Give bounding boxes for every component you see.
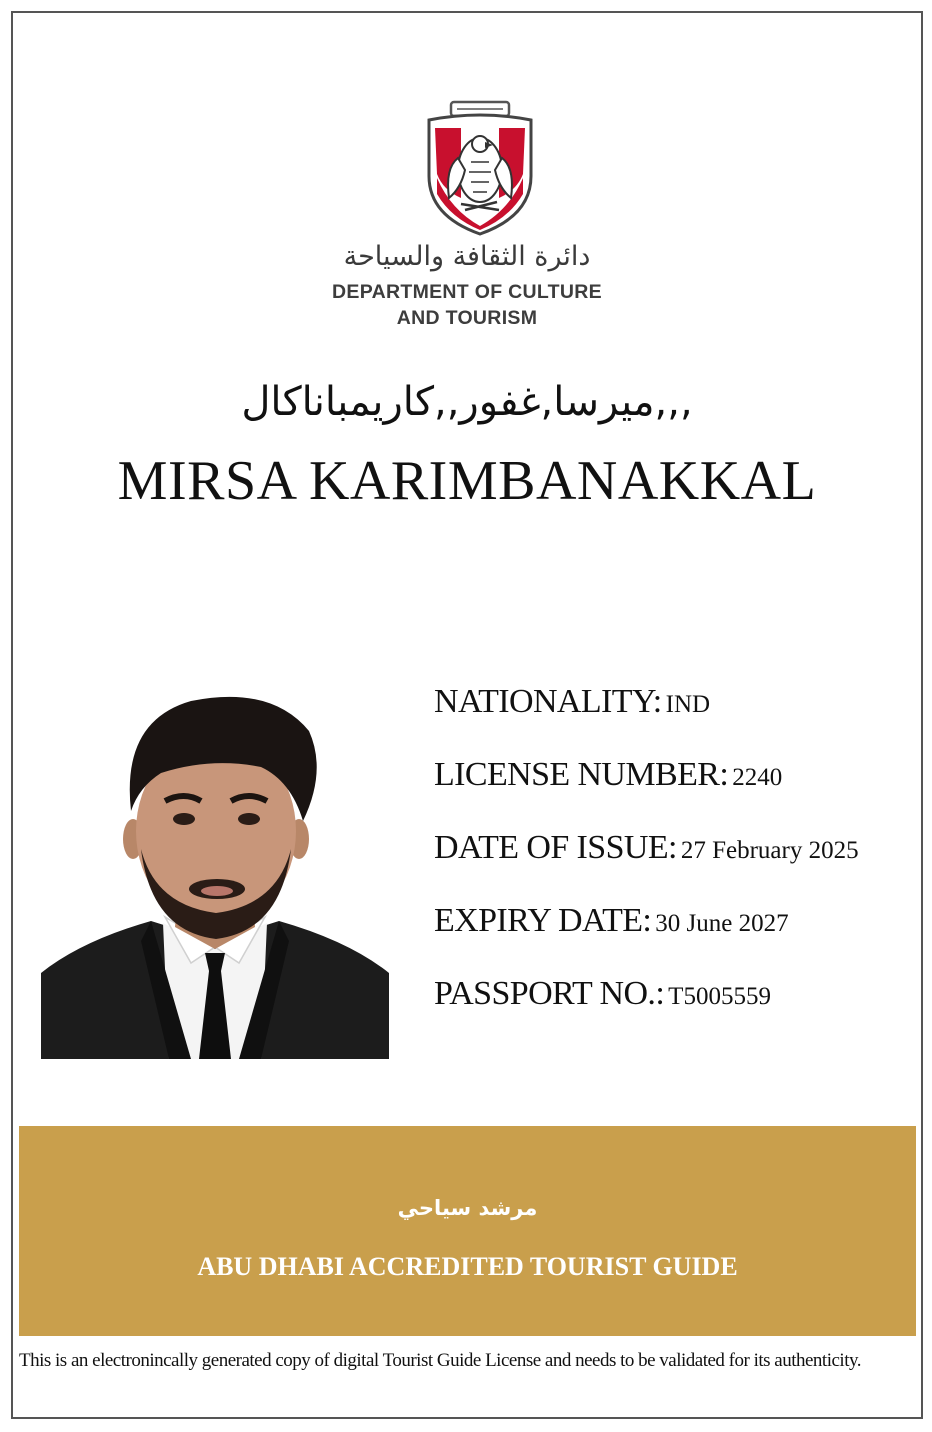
abu-dhabi-emblem-icon — [421, 98, 539, 238]
banner-title-arabic: مرشد سياحي — [397, 1196, 538, 1220]
expiry-date-value: 30 June 2027 — [655, 910, 789, 937]
passport-number-field — [434, 973, 859, 1046]
license-number-value: 2240 — [732, 764, 783, 791]
department-name-line-1: DEPARTMENT OF CULTURE — [332, 281, 602, 303]
date-of-issue-field — [434, 827, 859, 900]
passport-number-label: PASSPORT NO.: — [434, 975, 665, 1012]
holder-portrait-photo — [41, 691, 389, 1059]
expiry-date-label: EXPIRY DATE: — [434, 902, 652, 939]
authenticity-note: This is an electronincally generated copy of digital Tourist Guide License and needs to be validated for its authenticity. — [19, 1350, 862, 1371]
holder-name-arabic: ,,,ميرسا,غفور,,كاريمباناكال — [241, 379, 693, 425]
nationality-value: IND — [665, 691, 711, 718]
expiry-date-field — [434, 900, 859, 973]
holder-name-english: MIRSA KARIMBANAKKAL — [117, 450, 817, 512]
guide-title-banner — [19, 1126, 916, 1336]
banner-title-english: ABU DHABI ACCREDITED TOURIST GUIDE — [197, 1252, 738, 1281]
date-of-issue-value: 27 February 2025 — [680, 837, 859, 864]
nationality-field — [434, 681, 859, 754]
passport-number-value: T5005559 — [668, 983, 771, 1010]
license-number-label: LICENSE NUMBER: — [434, 756, 729, 793]
department-name-arabic: دائرة الثقافة والسياحة — [343, 241, 591, 272]
department-name-line-2: AND TOURISM — [396, 307, 538, 329]
date-of-issue-label: DATE OF ISSUE: — [434, 829, 677, 866]
nationality-label: NATIONALITY: — [434, 683, 662, 720]
license-details — [434, 681, 859, 1046]
license-number-field — [434, 754, 859, 827]
